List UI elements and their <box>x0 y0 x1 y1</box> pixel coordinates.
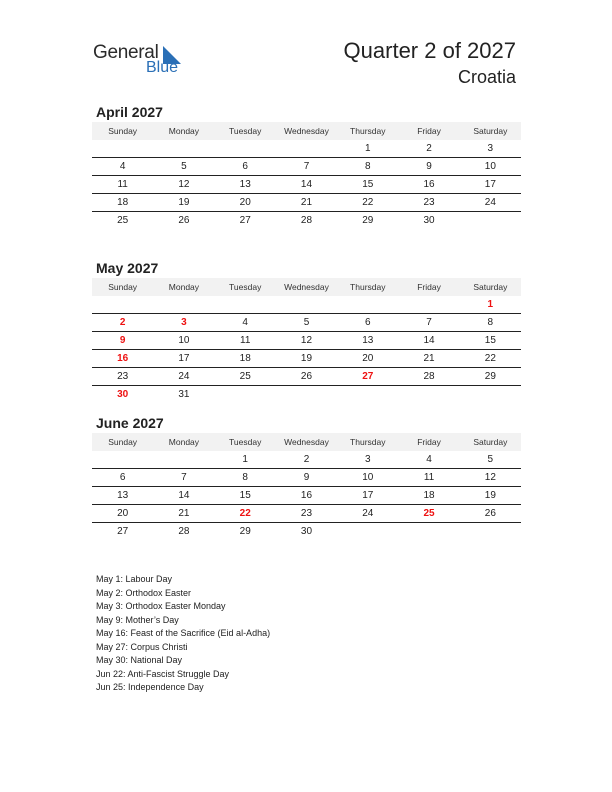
day-cell: 29 <box>239 526 251 537</box>
holiday-day-cell: 9 <box>119 335 126 346</box>
day-cell: 22 <box>362 197 374 208</box>
day-cell: 24 <box>178 371 190 382</box>
weekday-label: Monday <box>168 282 200 292</box>
week-row <box>92 469 521 487</box>
day-cell: 9 <box>303 472 310 483</box>
holiday-day-cell: 1 <box>487 299 494 310</box>
day-cell: 3 <box>364 454 371 465</box>
day-cell: 14 <box>300 179 313 190</box>
holiday-day-cell: 27 <box>362 371 374 382</box>
weekday-label: Sunday <box>108 437 138 447</box>
day-cell: 27 <box>239 215 251 226</box>
day-cell: 13 <box>362 335 374 346</box>
week-row <box>92 505 521 523</box>
day-cell: 12 <box>300 335 313 346</box>
day-cell: 29 <box>362 215 374 226</box>
weekday-label: Thursday <box>350 437 386 447</box>
holiday-list-item: Jun 22: Anti-Fascist Struggle Day <box>96 668 230 679</box>
week-row <box>92 140 521 158</box>
weekday-label: Wednesday <box>284 126 329 136</box>
day-cell: 4 <box>426 454 432 465</box>
day-cell: 16 <box>423 179 435 190</box>
day-cell: 20 <box>117 508 129 519</box>
week-row <box>92 487 521 505</box>
day-cell: 21 <box>300 197 313 208</box>
weekday-label: Wednesday <box>284 282 329 292</box>
holiday-list-item: May 1: Labour Day <box>96 574 173 584</box>
day-cell: 24 <box>362 508 374 519</box>
week-row <box>92 350 521 368</box>
holiday-list-item: May 3: Orthodox Easter Monday <box>96 601 226 611</box>
day-cell: 28 <box>178 526 190 537</box>
day-cell: 14 <box>178 490 190 501</box>
day-cell: 15 <box>484 335 496 346</box>
day-cell: 10 <box>484 161 496 172</box>
day-cell: 4 <box>242 317 248 328</box>
weekday-label: Friday <box>417 126 441 136</box>
weekday-label: Sunday <box>108 282 138 292</box>
day-cell: 8 <box>364 161 371 172</box>
day-cell: 27 <box>117 526 129 537</box>
logo-general-text: General <box>93 42 159 63</box>
weekday-label: Saturday <box>473 126 508 136</box>
weekday-label: Monday <box>168 126 200 136</box>
day-cell: 1 <box>242 454 248 465</box>
week-row <box>92 194 521 212</box>
day-cell: 17 <box>484 179 496 190</box>
day-cell: 25 <box>117 215 129 226</box>
country-name: Croatia <box>457 67 516 87</box>
day-cell: 13 <box>117 490 129 501</box>
holiday-day-cell: 30 <box>117 389 129 400</box>
holiday-day-cell: 16 <box>117 353 129 364</box>
week-row <box>92 368 521 386</box>
logo <box>93 40 193 80</box>
day-cell: 19 <box>484 490 496 501</box>
day-cell: 23 <box>423 197 435 208</box>
holiday-list-item: Jun 25: Independence Day <box>96 682 204 692</box>
month-calendar-may <box>92 258 521 403</box>
day-cell: 18 <box>117 197 129 208</box>
day-cell: 5 <box>303 317 310 328</box>
day-cell: 23 <box>300 508 313 519</box>
weekday-label: Tuesday <box>229 126 262 136</box>
week-row <box>92 212 521 229</box>
day-cell: 2 <box>303 454 310 465</box>
day-cell: 19 <box>300 353 313 364</box>
day-cell: 7 <box>181 472 187 483</box>
day-cell: 26 <box>300 371 313 382</box>
holiday-day-cell: 22 <box>239 508 251 519</box>
day-cell: 13 <box>239 179 251 190</box>
weekday-label: Thursday <box>350 282 386 292</box>
day-cell: 4 <box>119 161 126 172</box>
holiday-day-cell: 25 <box>423 508 435 519</box>
month-calendar-april <box>92 102 521 229</box>
day-cell: 7 <box>426 317 432 328</box>
month-title: June 2027 <box>96 415 164 431</box>
weekday-label: Tuesday <box>229 437 262 447</box>
day-cell: 29 <box>484 371 496 382</box>
weekday-label: Wednesday <box>284 437 329 447</box>
day-cell: 10 <box>178 335 190 346</box>
month-title: May 2027 <box>96 260 159 276</box>
holiday-list-item: May 30: National Day <box>96 655 183 665</box>
page-title: Quarter 2 of 2027 <box>343 38 516 63</box>
day-cell: 24 <box>484 197 496 208</box>
day-cell: 30 <box>423 215 435 226</box>
holiday-list-item: May 16: Feast of the Sacrifice (Eid al-Adha) <box>96 628 271 638</box>
day-cell: 1 <box>364 143 371 154</box>
week-row <box>92 158 521 176</box>
day-cell: 12 <box>178 179 190 190</box>
week-row <box>92 314 521 332</box>
day-cell: 15 <box>362 179 374 190</box>
weekday-label: Tuesday <box>229 282 262 292</box>
day-cell: 21 <box>423 353 435 364</box>
day-cell: 30 <box>300 526 313 537</box>
day-cell: 12 <box>484 472 496 483</box>
day-cell: 5 <box>181 161 187 172</box>
day-cell: 25 <box>239 371 251 382</box>
week-row <box>92 386 521 403</box>
day-cell: 17 <box>362 490 374 501</box>
weekday-header-row <box>92 122 521 140</box>
week-row <box>92 176 521 194</box>
weekday-label: Sunday <box>108 126 138 136</box>
day-cell: 26 <box>484 508 496 519</box>
weekday-header-row <box>92 433 521 451</box>
weekday-label: Thursday <box>350 126 386 136</box>
day-cell: 11 <box>240 335 251 346</box>
holiday-day-cell: 3 <box>181 317 187 328</box>
day-cell: 6 <box>119 472 126 483</box>
month-calendar-june <box>92 413 521 540</box>
weekday-label: Saturday <box>473 282 508 292</box>
weekday-label: Friday <box>417 282 441 292</box>
weekday-label: Saturday <box>473 437 508 447</box>
day-cell: 18 <box>239 353 251 364</box>
day-cell: 16 <box>300 490 313 501</box>
day-cell: 8 <box>242 472 248 483</box>
day-cell: 28 <box>300 215 313 226</box>
day-cell: 6 <box>242 161 248 172</box>
week-row <box>92 451 521 469</box>
holiday-list-item: May 9: Mother’s Day <box>96 614 179 625</box>
day-cell: 7 <box>303 161 310 172</box>
day-cell: 5 <box>487 454 494 465</box>
day-cell: 14 <box>423 335 435 346</box>
day-cell: 20 <box>362 353 374 364</box>
day-cell: 26 <box>178 215 190 226</box>
day-cell: 28 <box>423 371 435 382</box>
day-cell: 22 <box>484 353 496 364</box>
week-row <box>92 332 521 350</box>
holiday-list <box>96 573 270 695</box>
weekday-label: Monday <box>168 437 200 447</box>
day-cell: 9 <box>426 161 432 172</box>
holiday-list-item: May 2: Orthodox Easter <box>96 587 192 598</box>
logo-blue-text: Blue <box>146 59 179 76</box>
day-cell: 11 <box>117 179 128 190</box>
day-cell: 2 <box>426 143 432 154</box>
day-cell: 10 <box>362 472 374 483</box>
day-cell: 20 <box>239 197 251 208</box>
day-cell: 23 <box>117 371 129 382</box>
day-cell: 11 <box>423 472 435 483</box>
week-row <box>92 296 521 314</box>
weekday-header-row <box>92 278 521 296</box>
day-cell: 18 <box>423 490 435 501</box>
day-cell: 31 <box>178 389 190 400</box>
day-cell: 17 <box>178 353 190 364</box>
day-cell: 19 <box>178 197 190 208</box>
holiday-list-item: May 27: Corpus Christi <box>96 641 188 652</box>
day-cell: 3 <box>487 143 494 154</box>
month-title: April 2027 <box>96 104 163 120</box>
day-cell: 8 <box>487 317 494 328</box>
holiday-day-cell: 2 <box>119 317 126 328</box>
day-cell: 6 <box>364 317 371 328</box>
day-cell: 21 <box>178 508 190 519</box>
day-cell: 15 <box>239 490 251 501</box>
weekday-label: Friday <box>417 437 441 447</box>
week-row <box>92 523 521 540</box>
